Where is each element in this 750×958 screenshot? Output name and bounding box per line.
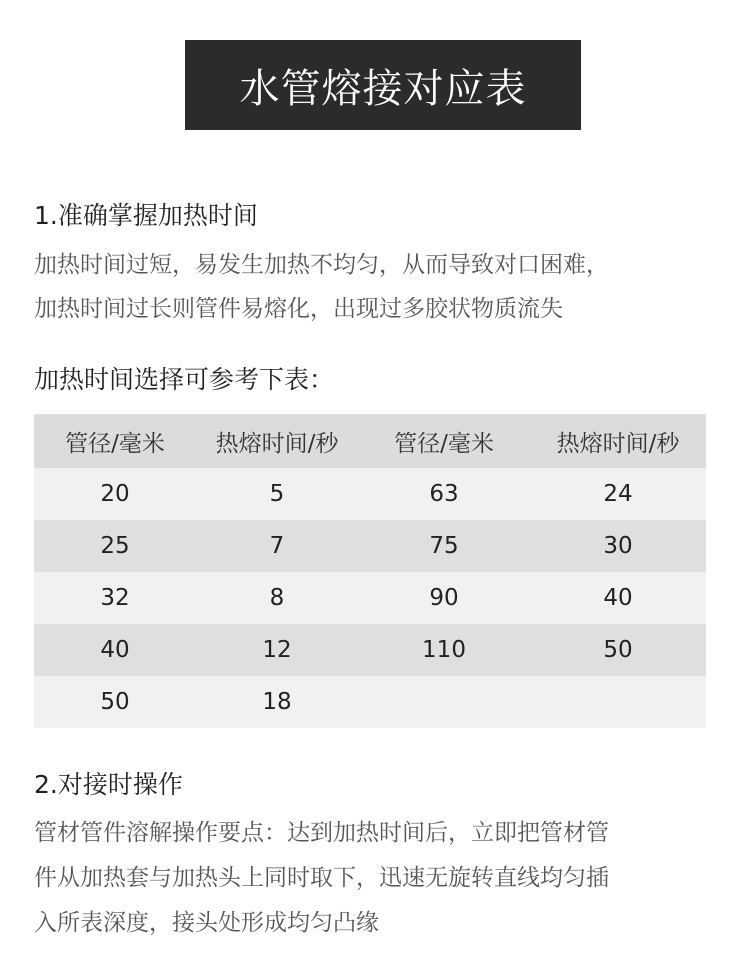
table-cell: 50: [603, 637, 633, 663]
table-cell: 5: [269, 481, 285, 507]
table-cell: 110: [422, 637, 466, 663]
section2-line-3: 入所表深度，接头处形成均匀凸缘: [34, 910, 379, 936]
table-header-row: [34, 414, 706, 468]
section2-line-2: 件从加热套与加热头上同时取下，迅速无旋转直线均匀插: [34, 865, 609, 891]
table-cell: 24: [603, 481, 633, 507]
table-row: [34, 676, 706, 728]
section1-line-2: 加热时间过长则管件易熔化，出现过多胶状物质流失: [34, 296, 563, 322]
table-header-cell: 热熔时间/秒: [556, 430, 680, 457]
table-cell: 90: [429, 585, 459, 611]
table-row: [34, 468, 706, 520]
table-cell: 25: [100, 533, 130, 559]
table-cell: 40: [603, 585, 633, 611]
table-header-cell: 管径/毫米: [65, 430, 165, 457]
table-intro: 加热时间选择可参考下表：: [34, 365, 335, 394]
section1-line-1: 加热时间过短，易发生加热不均匀，从而导致对口困难，: [34, 252, 609, 278]
table-cell: 18: [262, 689, 292, 715]
table-header-cell: 热熔时间/秒: [215, 430, 339, 457]
table-cell: 63: [429, 481, 459, 507]
section2-line-1: 管材管件溶解操作要点：达到加热时间后，立即把管材管: [34, 820, 609, 846]
table-row: [34, 572, 706, 624]
table-cell: 40: [100, 637, 130, 663]
table-cell: 12: [262, 637, 292, 663]
page-title: 水管熔接对应表: [185, 40, 581, 130]
section1-heading: 1.准确掌握加热时间: [34, 201, 258, 230]
table-cell: 50: [100, 689, 130, 715]
table-header-cell: 管径/毫米: [394, 430, 494, 457]
table-row: [34, 520, 706, 572]
table-cell: 8: [269, 585, 285, 611]
table-row: [34, 624, 706, 676]
section2-heading: 2.对接时操作: [34, 770, 183, 799]
table-cell: 32: [100, 585, 130, 611]
table-cell: 20: [100, 481, 130, 507]
heating-time-table: [34, 414, 706, 728]
table-cell: 7: [269, 533, 285, 559]
table-cell: 30: [603, 533, 633, 559]
table-cell: 75: [429, 533, 459, 559]
